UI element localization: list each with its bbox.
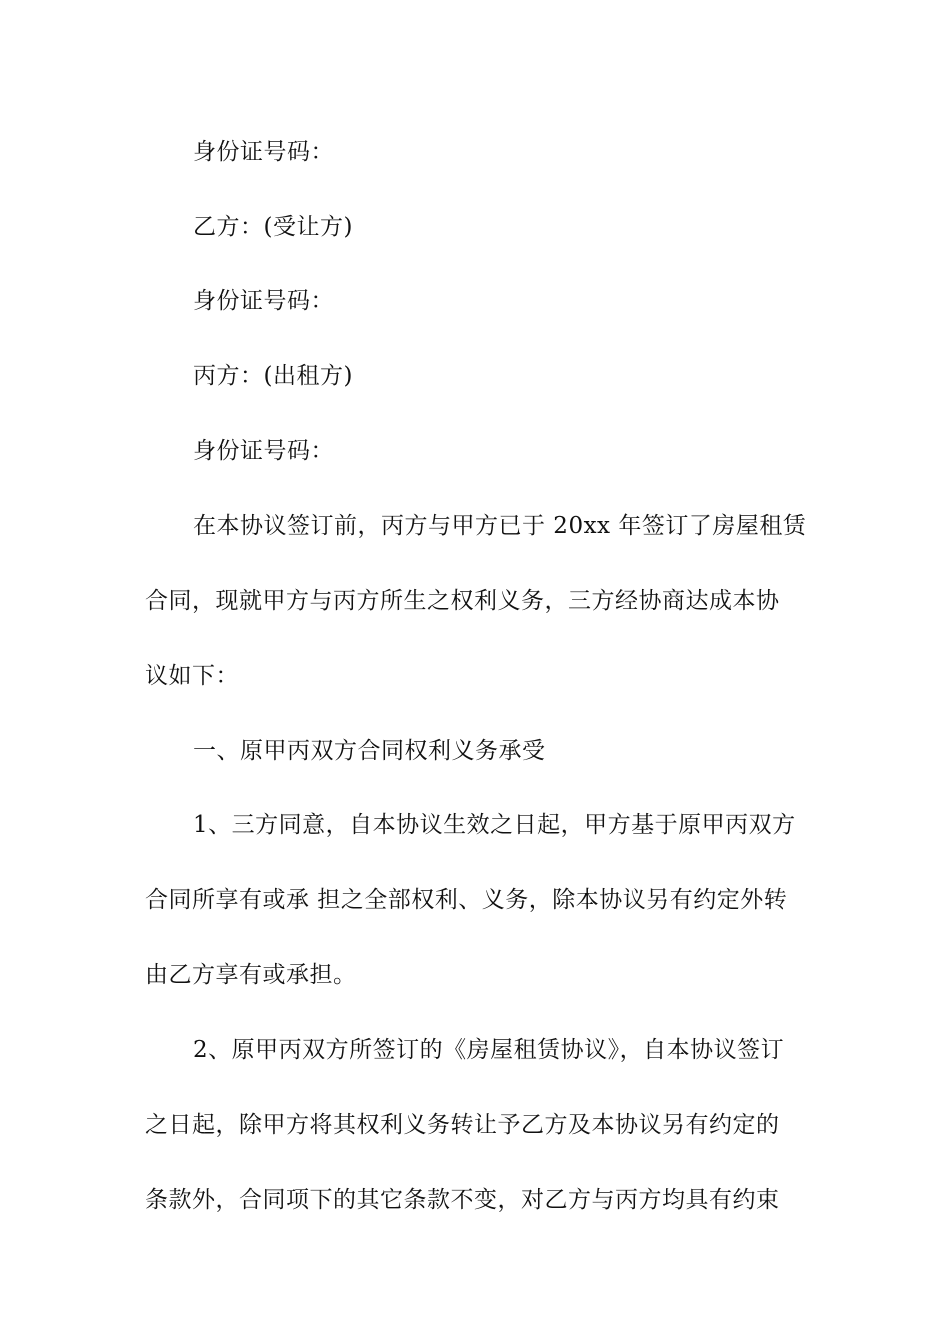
clause-1-line-2: 合同所享有或承 担之全部权利、义务，除本协议另有约定外转	[145, 887, 788, 913]
clause-1-line-3: 由乙方享有或承担。	[145, 962, 357, 988]
id-number-label-party-b: 身份证号码：	[193, 288, 334, 314]
preamble-line-3: 议如下：	[145, 663, 239, 689]
id-number-label-party-c: 身份证号码：	[193, 438, 334, 464]
party-b-label: 乙方：(受让方)	[193, 214, 353, 240]
clause-2-line-2: 之日起，除甲方将其权利义务转让予乙方及本协议另有约定的	[145, 1112, 780, 1138]
party-c-label: 丙方：(出租方)	[193, 363, 353, 389]
preamble-line-2: 合同，现就甲方与丙方所生之权利义务，三方经协商达成本协	[145, 588, 780, 614]
id-number-label-party-a: 身份证号码：	[193, 139, 334, 165]
clause-2-line-1: 2、原甲丙双方所签订的《房屋租赁协议》，自本协议签订	[193, 1037, 785, 1063]
preamble-line-1: 在本协议签订前，丙方与甲方已于 20xx 年签订了房屋租赁	[193, 513, 807, 539]
section-heading-1: 一、原甲丙双方合同权利义务承受	[193, 738, 546, 764]
clause-2-line-3: 条款外，合同项下的其它条款不变，对乙方与丙方均具有约束	[145, 1187, 780, 1213]
clause-1-line-1: 1、三方同意，自本协议生效之日起，甲方基于原甲丙双方	[193, 812, 796, 838]
